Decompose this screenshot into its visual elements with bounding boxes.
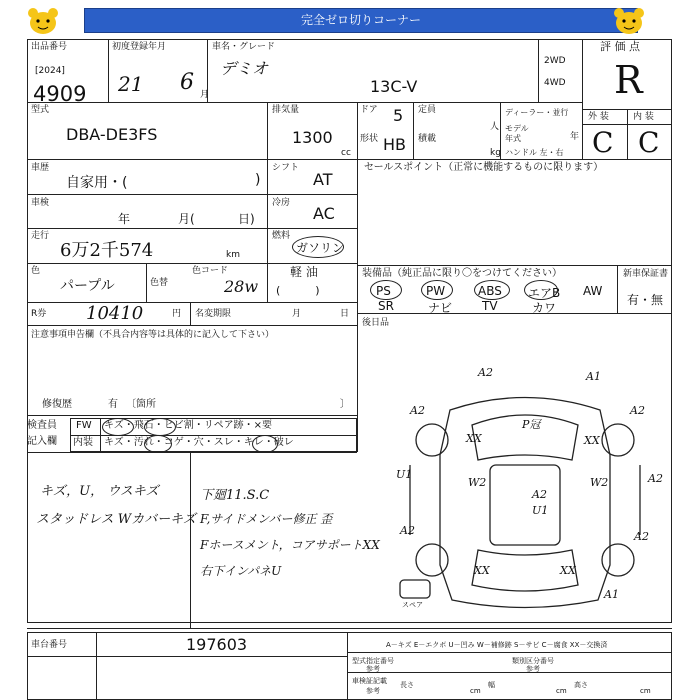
color-label: 色 (31, 266, 41, 276)
dealer-label: ディーラー・並行 (505, 108, 569, 117)
fuel-diesel: 軽 油 (290, 265, 318, 279)
diagram-mark-13: U1 (532, 504, 549, 517)
inspector-label-2: 記入欄 (27, 436, 57, 447)
mascot-left-icon (26, 6, 60, 36)
inspector-row1: キズ・飛石・ヒビ割・リペア跡・×要 (104, 420, 272, 431)
diagram-mark-18: XX (560, 564, 576, 577)
hw-note-right-4: 右下インパネU (200, 564, 282, 578)
lot-year-tag: [2024] (35, 66, 65, 76)
fuel-paren: ( ) (276, 284, 320, 297)
fuel-gasoline-circle (292, 236, 344, 258)
fuel-label: 燃料 (272, 231, 291, 241)
shape-value: HB (383, 135, 407, 154)
rating-value: R (614, 58, 643, 102)
equipment-navi: ナビ (428, 301, 453, 315)
model-year-label: モデル 年式 (505, 124, 529, 143)
hw-note-left-1: キズ，U， ウスキズ (40, 484, 159, 499)
capacity-label: 定員 (418, 105, 437, 115)
diagram-mark-16: A1 (604, 588, 619, 601)
displacement-label: 排気量 (272, 105, 300, 115)
inspector-row2: キズ・汚れ・コゲ・穴・スレ・キレ・破レ (104, 437, 294, 448)
shade-label: 色替 (150, 278, 169, 288)
model-label: 型式 (31, 105, 50, 115)
diagram-mark-12: A2 (532, 488, 547, 501)
equipment-pw-circle (421, 280, 453, 300)
load-unit: kg (490, 148, 501, 158)
mileage-unit: km (226, 250, 240, 260)
rating-int-label: 内 装 (633, 112, 654, 122)
footer-length: 長さ (400, 681, 414, 689)
aircon-value: AC (313, 204, 335, 223)
drive-2wd: 2WD (544, 56, 566, 66)
repair-value: 有 (108, 399, 118, 410)
footer-width-unit: cm (556, 687, 567, 695)
fuel-gasoline: ガソリン (296, 241, 345, 255)
equipment-ps-circle (370, 280, 402, 300)
legend-text: A－キズ E－エクボ U－凹み W－補修跡 S－サビ C－腐食 XX－交換済 (386, 641, 608, 649)
color-value: パープル (60, 278, 115, 294)
diagram-mark-11: A2 (648, 472, 663, 485)
recycle-label: R券 (31, 309, 47, 319)
equipment-leather: カワ (532, 301, 557, 315)
footer-height-unit: cm (640, 687, 651, 695)
model-value: DBA-DE3FS (66, 125, 158, 144)
aircon-label: 冷房 (272, 198, 291, 208)
footer-spec-label: 型式指定番号 (352, 657, 394, 665)
inspect-scratch-circle (102, 418, 134, 436)
lot-number: 4909 (33, 82, 87, 106)
car-name-label: 車名・グレード (212, 42, 276, 52)
diagram-mark-7: A2 (630, 404, 645, 417)
rating-int: C (638, 126, 660, 159)
diagram-mark-1: A2 (478, 366, 493, 379)
name-change-month: 月 (292, 309, 302, 319)
diagram-mark-3: A2 (410, 404, 425, 417)
hw-note-right-2: F,サイドメンバー修正 歪 (200, 512, 333, 526)
rating-ext-label: 外 装 (588, 112, 609, 122)
chassis-label: 車台番号 (31, 640, 68, 650)
diagram-mark-5: P冠 (522, 418, 541, 431)
inspect-dirt-circle (144, 435, 172, 453)
displacement-unit: cc (341, 148, 351, 158)
name-change-day: 日 (340, 309, 350, 319)
equipment-airbag-circle (524, 280, 561, 300)
rating-label: 評 価 点 (600, 40, 640, 53)
footer-dim-ref: 参考 (366, 687, 380, 695)
car-name: デミオ (220, 59, 269, 78)
equipment-sr: SR (378, 299, 394, 313)
shift-label: シフト (272, 163, 300, 173)
banner-title: 完全ゼロ切りコーナー (84, 8, 638, 33)
load-label: 積載 (418, 134, 437, 144)
first-reg-month: 6 (180, 70, 194, 95)
doors-label: ドア (360, 105, 378, 115)
inspector-fw: FW (76, 420, 92, 431)
equipment-ps: PS (376, 284, 391, 298)
inspection-year: 年 (118, 212, 131, 226)
diagram-mark-15: A2 (634, 530, 649, 543)
color-code-label: 色コード (192, 266, 229, 276)
history-label: 車歴 (31, 163, 50, 173)
equipment-abs-circle (474, 280, 510, 300)
capacity-unit: 人 (490, 122, 500, 132)
hw-note-right-1: 下廻11.S.C (200, 488, 270, 503)
name-change-label: 名変期限 (195, 309, 232, 319)
warranty-label: 新車保証書 (623, 269, 669, 279)
diagram-mark-17: XX (474, 564, 490, 577)
car-grade: 13C-V (370, 77, 418, 96)
diagram-mark-8: U1 (396, 468, 413, 481)
hw-note-left-2: スタッドレス Wカバーキズ (36, 512, 196, 527)
footer-dim-label: 車検証記載 (352, 677, 387, 685)
mileage-label: 走行 (31, 231, 50, 241)
first-reg-month-unit: 月 (200, 90, 210, 100)
diagram-mark-14: A2 (400, 524, 415, 537)
drive-4wd: 4WD (544, 78, 566, 88)
equipment-airbag: エアB (528, 286, 561, 300)
inspection-label: 車検 (31, 198, 50, 208)
rating-ext: C (592, 126, 614, 159)
lot-label: 出品番号 (31, 42, 68, 52)
equipment-aw: AW (583, 284, 603, 298)
footer-spec-ref: 参考 (366, 665, 380, 673)
year-unit: 年 (570, 132, 580, 142)
diagram-spare: スペア (402, 601, 423, 609)
sales-point-label: セールスポイント（正常に機能するものに限ります） (364, 162, 604, 173)
footer-class-ref: 参考 (526, 665, 540, 673)
inspection-day: 日) (238, 212, 255, 226)
hw-note-right-3: Fホースメント，コアサポートXX (200, 538, 380, 552)
footer-height: 高さ (574, 681, 588, 689)
diagram-mark-6: XX (584, 434, 600, 447)
footer-width: 幅 (488, 681, 495, 689)
first-reg-label: 初度登録年月 (112, 42, 167, 52)
color-code: 28w (224, 277, 259, 296)
diagram-mark-4: XX (466, 432, 482, 445)
equipment-pw: PW (426, 284, 446, 298)
first-reg-year: 21 (118, 72, 144, 96)
inspector-label-1: 検査員 (27, 420, 57, 431)
warranty-value: 有・無 (627, 293, 664, 307)
handle-label: ハンドル 左・右 (505, 148, 564, 157)
chassis-value: 197603 (186, 635, 248, 654)
diagram-mark-9: W2 (468, 476, 487, 489)
doors-value: 5 (393, 106, 404, 125)
shift-value: AT (313, 170, 333, 189)
history-close: ) (255, 172, 261, 188)
notes-label: 注意事項申告欄（不具合内容等は具体的に記入して下さい） (31, 330, 275, 340)
equipment-label: 装備品（純正品に限り〇をつけてください） (362, 268, 562, 279)
footer-class-label: 類別区分番号 (512, 657, 554, 665)
inspect-rub-circle (252, 435, 278, 453)
repair-label: 修復歴 (42, 399, 72, 410)
repair-where: 〔箇所 (126, 399, 156, 410)
inspect-stone-circle (144, 418, 176, 436)
repair-close: 〕 (340, 399, 350, 410)
shape-label: 形状 (360, 134, 379, 144)
footer-length-unit: cm (470, 687, 481, 695)
equipment-tv: TV (482, 299, 498, 313)
inspection-month: 月( (178, 212, 195, 226)
equipment-abs: ABS (478, 284, 502, 298)
displacement-value: 1300 (292, 128, 333, 147)
inspector-interior: 内装 (73, 437, 93, 448)
mascot-right-icon (612, 6, 646, 36)
diagram-mark-2: A1 (586, 370, 601, 383)
diagram-mark-10: W2 (590, 476, 609, 489)
history-value: 自家用・( (66, 175, 128, 191)
recycle-value: 10410 (86, 303, 144, 324)
mileage-value: 6万2千574 (60, 240, 154, 261)
rear-seat-label: 後日品 (362, 318, 390, 328)
recycle-unit: 円 (172, 309, 182, 319)
